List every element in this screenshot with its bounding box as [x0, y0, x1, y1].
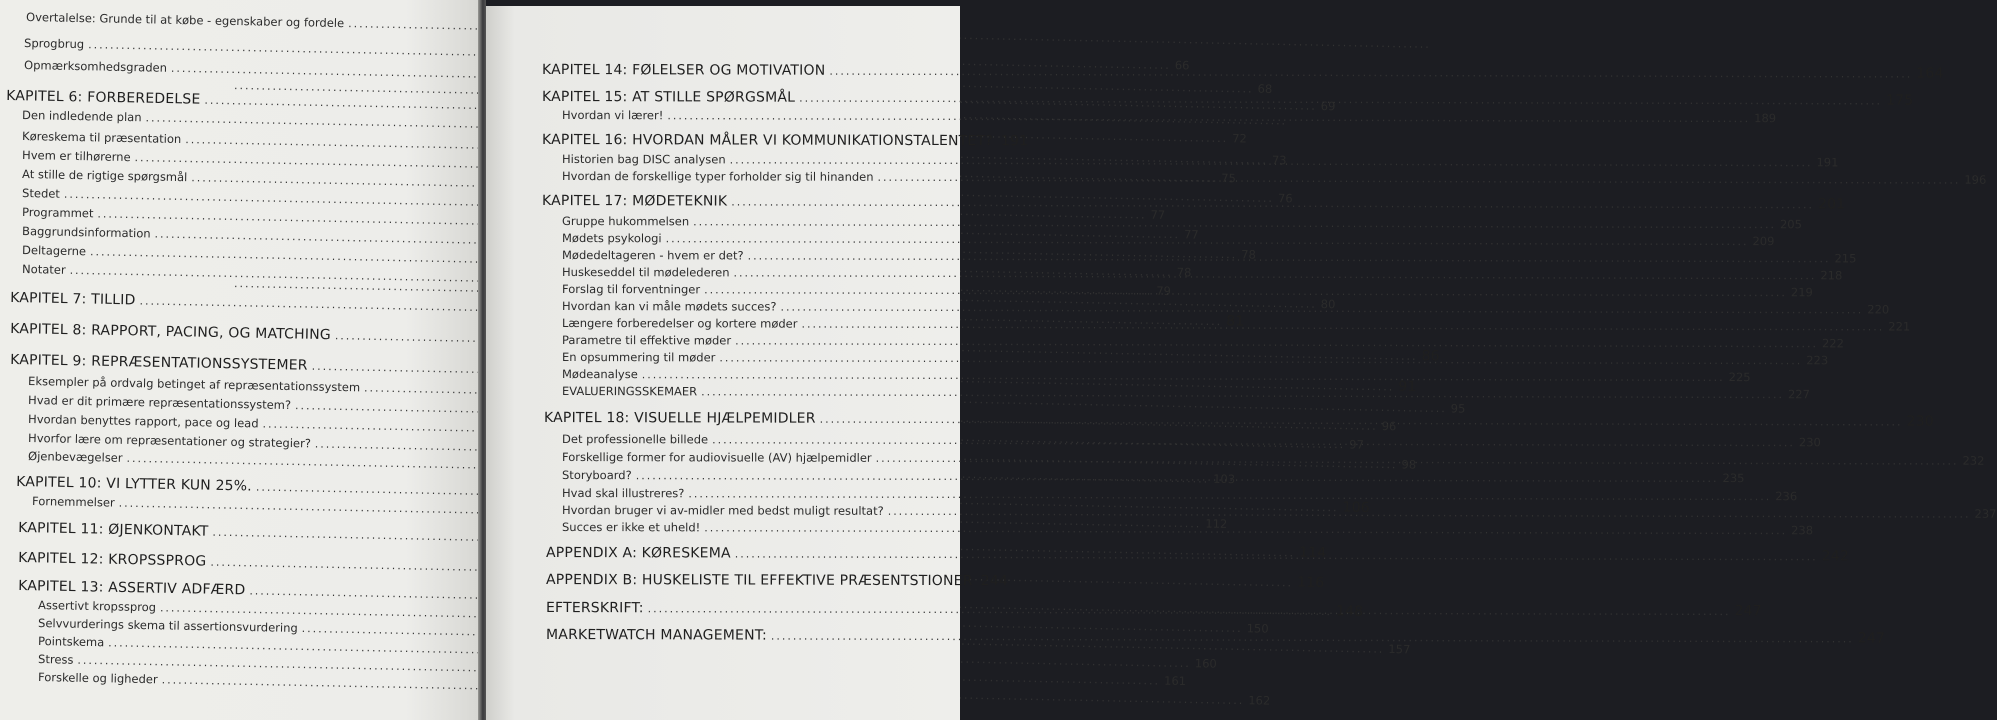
leader-dots: [876, 452, 1959, 468]
toc-entry: Den indledende plan ..... 72: [22, 108, 440, 130]
leader-dots: [648, 602, 1731, 618]
toc-entry: Eksempler på ordvalg betinget af repræsentationssystem ..... 95: [28, 374, 436, 396]
toc-entry: Forskelle og ligheder ..... 162: [38, 670, 434, 692]
toc-entry: Forskellige former for audiovisuelle (AV) hjælpemidler ..... 232: [562, 450, 932, 465]
leader-dots: [771, 630, 1854, 646]
toc-entry: Assertivt kropssprog ..... 150: [38, 598, 434, 620]
toc-chapter: EFTERSKRIFT: ..... 247: [546, 600, 936, 617]
toc-entry: Programmet ..... 77: [22, 205, 440, 227]
toc-chapter: MARKETWATCH MANAGEMENT: ..... 247: [546, 627, 936, 644]
toc-entry: Gruppe hukommelsen ..... 205: [562, 214, 930, 229]
toc-chapter: KAPITEL 9: REPRÆSENTATIONSSYSTEMER ..... 91: [10, 352, 440, 376]
toc-entry: Hvorfor lære om repræsentationer og strategier? ..... 98: [28, 431, 436, 453]
leader-dots: [693, 215, 1776, 231]
toc-entry: Hvad skal illustreres? ..... 236: [562, 486, 932, 501]
toc-chapter: KAPITEL 18: VISUELLE HJÆLPEMIDLER ..... 230: [544, 410, 932, 427]
toc-chapter: KAPITEL 6: FORBEREDELSE .....: [6, 88, 418, 112]
leader-dots: [701, 385, 1784, 401]
toc-chapter: APPENDIX B: HUSKELISTE TIL EFFEKTIVE PRÆSENTSTIONER ..... 244: [546, 572, 936, 589]
toc-entry: Succes er ikke et uheld! ..... 238: [562, 520, 932, 535]
leader-dots: [730, 153, 1813, 169]
toc-entry: Hvordan de forskellige typer forholder sig til hinanden ..... 196: [562, 169, 930, 184]
leader-dots: [712, 433, 1795, 449]
toc-entry: Køreskema til præsentation ..... 73: [22, 129, 440, 151]
toc-entry: Længere forberedelser og kortere møder ..... 221: [562, 316, 930, 331]
toc-entry: Øjenbevægelser ..... 103: [28, 449, 436, 471]
toc-entry: Hvordan benyttes rapport, pace og lead ..... 97: [28, 412, 436, 434]
toc-chapter: KAPITEL 12: KROPSSPROG ..... 116: [18, 550, 436, 574]
leader-dots: [780, 301, 1863, 317]
leader-dots: [735, 547, 1818, 563]
toc-entry: Fornemmelser ..... 112: [32, 494, 436, 516]
toc-entry: Stedet ..... 77: [22, 186, 440, 208]
leader-dots: [801, 318, 1884, 334]
toc-entry: Opmærksomhedsgraden ..... 68: [24, 58, 440, 80]
toc-entry: Mødets psykologi ..... 209: [562, 231, 930, 246]
toc-entry: Notater ..... 79: [22, 262, 440, 284]
toc-entry: Mødedeltageren - hvem er det? ..... 215: [562, 248, 930, 263]
toc-chapter: KAPITEL 11: ØJENKONTAKT ..... 114: [18, 520, 436, 544]
toc-entry: Hvordan vi lærer! ..... 189: [562, 108, 930, 123]
toc-chapter: KAPITEL 8: RAPPORT, PACING, OG MATCHING ..... 86: [10, 321, 440, 345]
toc-entry: Hvem er tilhørerne ..... 75: [22, 148, 440, 170]
leader-dots: [667, 109, 1750, 125]
toc-entry: Deltagerne ..... 78: [22, 243, 440, 265]
toc-entry: ..... 80: [230, 276, 440, 294]
leader-dots: [878, 171, 1961, 187]
toc-chapter: KAPITEL 14: FØLELSER OG MOTIVATION ..... 164: [542, 62, 930, 79]
leader-dots: [735, 334, 1818, 350]
toc-entry: Det professionelle billede ..... 230: [562, 432, 932, 447]
toc-entry: Parametre til effektive møder ..... 222: [562, 333, 930, 348]
toc-entry: En opsummering til møder ..... 223: [562, 350, 930, 365]
toc-entry: Historien bag DISC analysen ..... 191: [562, 152, 930, 167]
leader-dots: [636, 469, 1719, 485]
toc-entry: Forslag til forventninger ..... 219: [562, 282, 930, 297]
toc-entry: Sprogbrug ..... 66: [24, 36, 440, 58]
leader-dots: [748, 249, 1831, 265]
toc-chapter: APPENDIX A: KØRESKEMA ..... 242: [546, 545, 936, 562]
leader-dots: [666, 232, 1749, 248]
book-gutter: [478, 0, 486, 720]
toc-entry: Pointskema ..... 160: [38, 634, 434, 656]
leader-dots: [719, 351, 1802, 367]
toc-entry: At stille de rigtige spørgsmål ..... 76: [22, 167, 440, 189]
toc-entry: Stress ..... 161: [38, 652, 434, 674]
toc-chapter: KAPITEL 7: TILLID ..... 81: [10, 290, 440, 314]
toc-entry: ..... 69: [230, 78, 440, 96]
toc-chapter: KAPITEL 13: ASSERTIV ADFÆRD ..... 148: [18, 578, 436, 602]
toc-entry: Baggrundsinformation ..... 78: [22, 224, 440, 246]
leader-dots: [642, 368, 1725, 384]
leader-dots: [704, 283, 1787, 299]
toc-entry: Hvordan bruger vi av-midler med bedst muligt resultat? ..... 237: [562, 503, 932, 518]
leader-dots: [733, 266, 1816, 282]
leader-dots: [704, 521, 1787, 537]
leader-dots: [731, 195, 1814, 211]
toc-entry: Selvvurderings skema til assertionsvurdering ..... 157: [38, 616, 434, 638]
toc-entry: Hvordan kan vi måle mødets succes? ..... 220: [562, 299, 930, 314]
toc-chapter: KAPITEL 15: AT STILLE SPØRGSMÅL ..... 175: [542, 89, 930, 106]
leader-dots: [688, 487, 1771, 503]
toc-entry: Hvad er dit primære repræsentationssystem? ..... 96: [28, 393, 436, 415]
toc-entry: Overtalelse: Grunde til at købe - egenskaber og fordele .....: [26, 10, 466, 32]
toc-entry: EVALUERINGSSKEMAER ..... 227: [562, 384, 930, 399]
toc-entry: Storyboard? ..... 235: [562, 468, 932, 483]
toc-chapter: KAPITEL 10: VI LYTTER KUN 25%. ..... 106: [16, 474, 436, 498]
toc-chapter: KAPITEL 17: MØDETEKNIK ..... 201: [542, 193, 930, 210]
toc-entry: Huskeseddel til mødelederen ..... 218: [562, 265, 930, 280]
toc-chapter: KAPITEL 16: HVORDAN MÅLER VI KOMMUNIKATIONSTALENTET? ..... 191: [542, 132, 930, 149]
toc-entry: Mødeanalyse ..... 225: [562, 367, 930, 382]
leader-dots: [820, 413, 1903, 429]
